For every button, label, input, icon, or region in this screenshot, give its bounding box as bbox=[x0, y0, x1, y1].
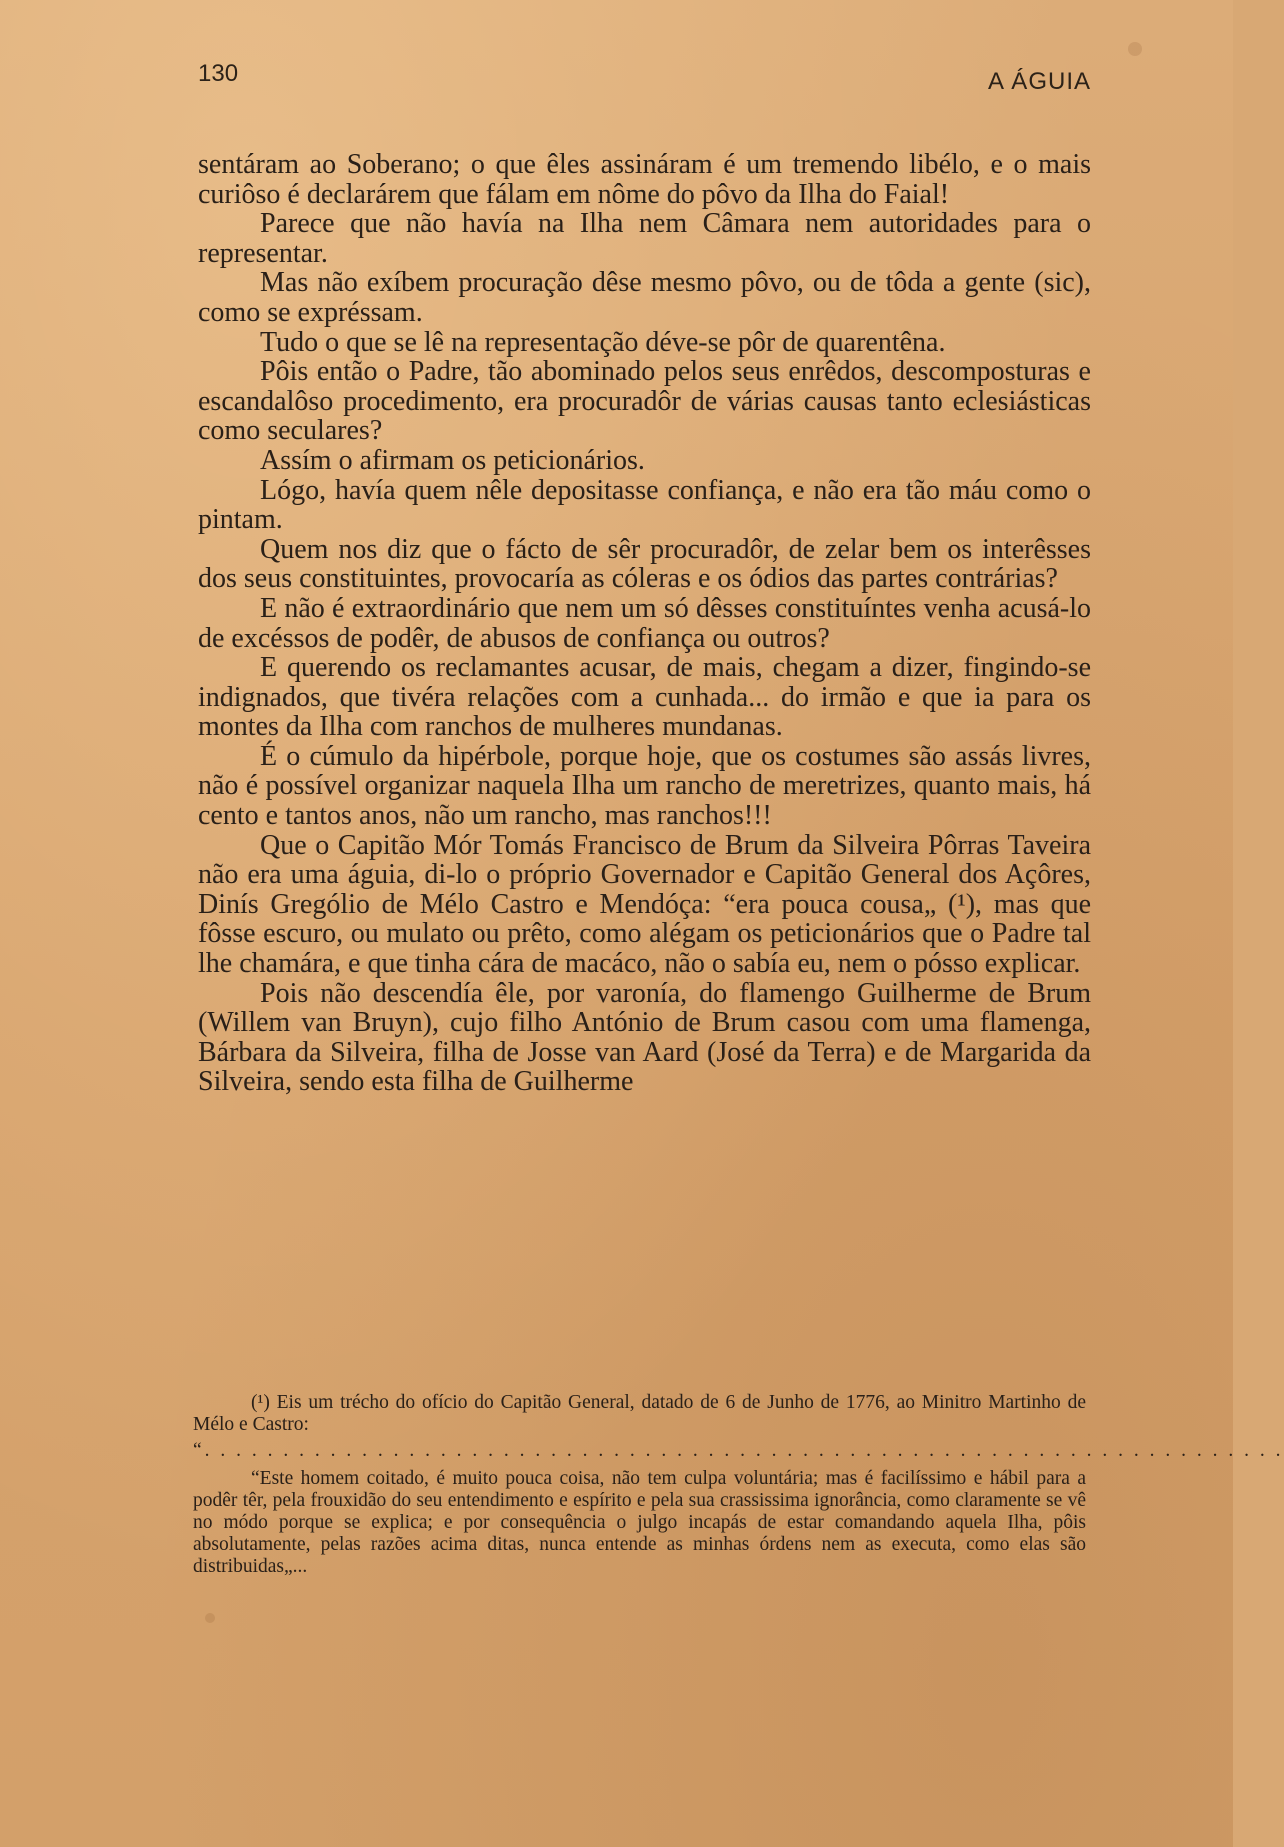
paragraph: E querendo os reclamantes acusar, de mais, chegam a dizer, fingindo-se indignados, que tivéra relações com a cunhada... do irmão e que ia para os montes da Ilha com ranchos de mulheres mundanas. bbox=[198, 652, 1091, 743]
running-head: A ÁGUIA bbox=[987, 68, 1091, 95]
paragraph: Parece que não havía na Ilha nem Câmara nem autoridades para o representar. bbox=[198, 208, 1091, 269]
footnote-quote: “Este homem coitado, é muito pouca coisa, não tem culpa voluntária; mas é facilíssimo e hábil para a podêr têr, pela frouxidão do seu entendimento e espírito e pela sua crassissima ignorância, como claramente se vê no módo porque se explica; e por consequência o julgo incapás de estar comandando aquela Ilha, pôis absolutamente, pelas razões acima ditas, nunca entende as minhas órdens nem as executa, como elas são distribuidas„... bbox=[193, 1468, 1086, 1577]
paragraph: sentáram ao Soberano; o que êles assináram é um tremendo libélo, e o mais curiôso é declarárem que fálam em nôme do pôvo da Ilha do Faial! bbox=[198, 149, 1091, 210]
page-number: 130 bbox=[198, 60, 239, 87]
paragraph: É o cúmulo da hipérbole, porque hoje, que os costumes são assás livres, não é possível organizar naquela Ilha um rancho de meretrizes, quanto mais, há cento e tantos anos, não um rancho, mas ranchos!!! bbox=[198, 740, 1091, 832]
paper-stain bbox=[1128, 42, 1142, 56]
paper-stain bbox=[205, 1613, 215, 1623]
paragraph: Pois não descendía êle, por varonía, do flamengo Guilherme de Brum (Willem van Bruyn), cujo filho António de Brum casou com uma flamenga, Bárbara da Silveira, filha de Josse van Aard (José da Terra) e de Margarida da Silveira, sendo esta filha de Guilherme bbox=[198, 977, 1091, 1098]
paragraph: Quem nos diz que o fácto de sêr procuradôr, de zelar bem os interêsses dos seus constituintes, provocaría as cóleras e os ódios das partes contrárias? bbox=[198, 533, 1091, 595]
paragraph: Assím o afirmam os peticionários. bbox=[260, 444, 645, 476]
footnote-ellipsis: “. . . . . . . . . . . . . . . . . . . . . . . . . . . . . . . . . . . . . . . . . . . . . . . . . . . . . . . . . . . . . . . . . . . . . bbox=[193, 1440, 1284, 1461]
paragraph: E não é extraordinário que nem um só dêsses constituíntes venha acusá-lo de excéssos de podêr, de abusos de confiança ou outros? bbox=[198, 592, 1091, 654]
paragraph: Pôis então o Padre, tão abominado pelos seus enrêdos, descomposturas e escandalôso procedimento, era procuradôr de várias causas tanto eclesiásticas como seculares? bbox=[198, 356, 1091, 447]
paragraph: Que o Capitão Mór Tomás Francisco de Brum da Silveira Pôrras Taveira não era uma águia, di-lo o próprio Governador e Capitão General dos Açôres, Dinís Grególio de Mélo Castro e Mendóça: “era pouca cousa„ (¹), mas que fôsse escuro, ou mulato ou prêto, como alégam os peticionários que o Padre tal lhe chamára, e que tinha cára de macáco, não o sabía eu, nem o pósso explicar. bbox=[198, 829, 1091, 980]
page-header bbox=[198, 60, 1091, 100]
paragraph: Tudo o que se lê na representação déve-se pôr de quarentêna. bbox=[260, 326, 946, 358]
paragraph: Mas não exíbem procuração dêse mesmo pôvo, ou de tôda a gente (sic), como se expréssam. bbox=[198, 267, 1091, 328]
footnote bbox=[193, 1392, 1284, 1578]
paragraph: Lógo, havía quem nêle depositasse confiança, e não era tão máu como o pintam. bbox=[198, 474, 1091, 536]
footnote-intro: (¹) Eis um trécho do ofício do Capitão General, datado de 6 de Junho de 1776, ao Minitro Martinho de Mélo e Castro: bbox=[193, 1392, 1086, 1435]
body-text bbox=[198, 150, 1091, 1097]
